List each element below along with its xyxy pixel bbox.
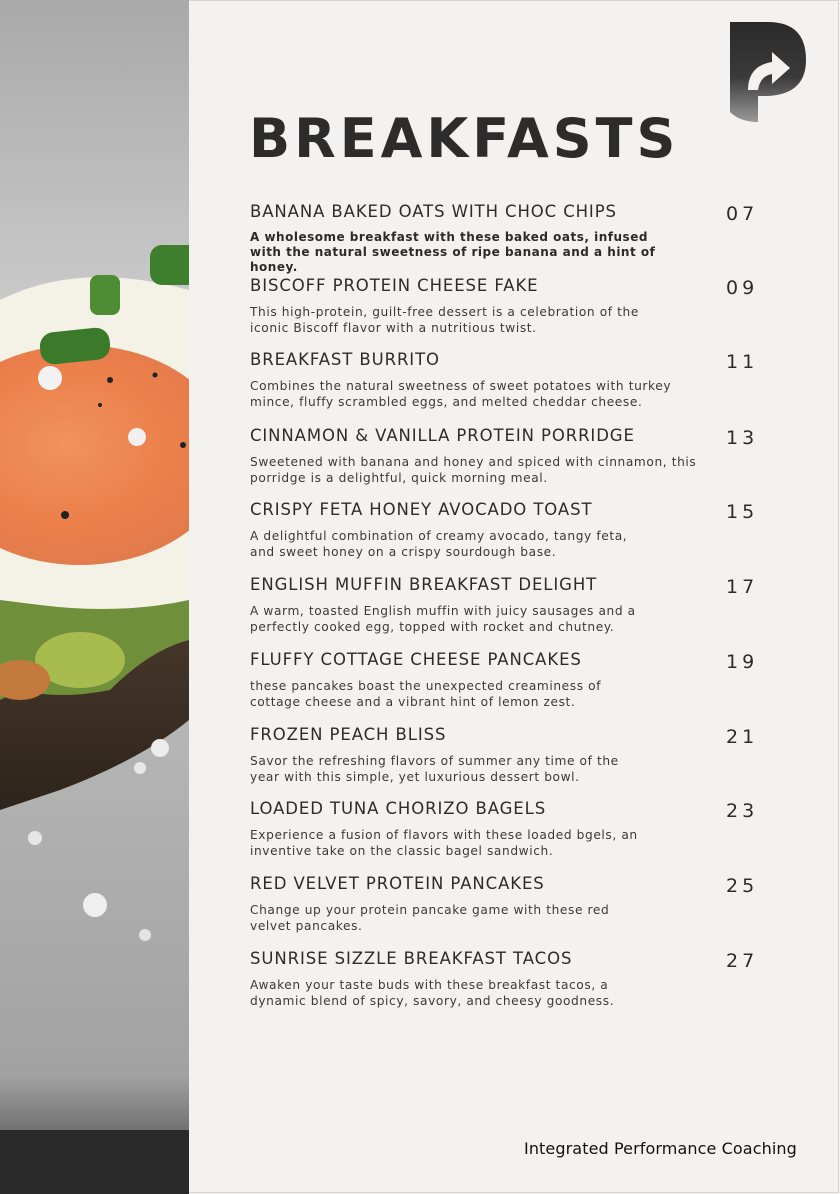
recipe-description: This high-protein, guilt-free dessert is a celebration of the iconic Biscoff flavor with a nutritious twist.	[250, 305, 639, 335]
recipe-entry[interactable]	[250, 575, 780, 634]
recipe-description: A wholesome breakfast with these baked oats, infused with the natural sweetness of ripe banana and a hint of honey.	[250, 230, 656, 274]
recipe-title: LOADED TUNA CHORIZO BAGELS	[250, 799, 547, 818]
recipe-description: Awaken your taste buds with these breakfast tacos, a dynamic blend of spicy, savory, and cheesy goodness.	[250, 978, 615, 1008]
egg-avocado-toast-image	[0, 0, 189, 1194]
recipe-entry[interactable]	[250, 949, 780, 1008]
recipe-title: CINNAMON & VANILLA PROTEIN PORRIDGE	[250, 426, 635, 445]
recipe-description: Change up your protein pancake game with these red velvet pancakes.	[250, 903, 610, 933]
recipe-page-number[interactable]: 13	[726, 427, 759, 449]
recipe-title: FLUFFY COTTAGE CHEESE PANCAKES	[250, 650, 582, 669]
recipe-page-number[interactable]: 07	[726, 203, 759, 225]
p-arrow-logo-icon	[728, 22, 806, 122]
recipe-entry[interactable]	[250, 276, 780, 335]
recipe-entry[interactable]	[250, 426, 780, 485]
recipe-description: these pancakes boast the unexpected creaminess of cottage cheese and a vibrant hint of lemon zest.	[250, 679, 602, 709]
recipe-page-number[interactable]: 09	[726, 277, 759, 299]
recipe-title: BREAKFAST BURRITO	[250, 350, 440, 369]
recipe-entry[interactable]	[250, 500, 780, 559]
recipe-description: Sweetened with banana and honey and spiced with cinnamon, this porridge is a delightful, quick morning meal.	[250, 455, 697, 485]
recipe-entry[interactable]	[250, 725, 780, 784]
recipe-entry[interactable]	[250, 350, 780, 409]
recipe-page-number[interactable]: 19	[726, 651, 759, 673]
recipe-entry[interactable]	[250, 650, 780, 709]
recipe-page-number[interactable]: 15	[726, 501, 759, 523]
recipe-entry[interactable]	[250, 799, 780, 858]
recipe-description: A delightful combination of creamy avocado, tangy feta, and sweet honey on a crispy sourdough base.	[250, 529, 628, 559]
recipe-title: BANANA BAKED OATS WITH CHOC CHIPS	[250, 202, 617, 221]
recipe-page-number[interactable]: 23	[726, 800, 759, 822]
recipe-description: Experience a fusion of flavors with these loaded bgels, an inventive take on the classic bagel sandwich.	[250, 828, 638, 858]
recipe-entry[interactable]	[250, 874, 780, 933]
recipe-title: SUNRISE SIZZLE BREAKFAST TACOS	[250, 949, 573, 968]
recipe-title: FROZEN PEACH BLISS	[250, 725, 447, 744]
recipe-title: BISCOFF PROTEIN CHEESE FAKE	[250, 276, 539, 295]
recipe-description: A warm, toasted English muffin with juicy sausages and a perfectly cooked egg, topped with rocket and chutney.	[250, 604, 636, 634]
recipe-description: Savor the refreshing flavors of summer any time of the year with this simple, yet luxurious dessert bowl.	[250, 754, 619, 784]
recipe-title: CRISPY FETA HONEY AVOCADO TOAST	[250, 500, 593, 519]
hero-food-photo	[0, 0, 189, 1194]
recipe-description: Combines the natural sweetness of sweet potatoes with turkey mince, fluffy scrambled eggs, and melted cheddar cheese.	[250, 379, 672, 409]
recipe-page-number[interactable]: 27	[726, 950, 759, 972]
recipe-entry[interactable]	[250, 202, 780, 274]
recipe-title: RED VELVET PROTEIN PANCAKES	[250, 874, 545, 893]
recipe-page-number[interactable]: 17	[726, 576, 759, 598]
page-title: BREAKFASTS	[249, 107, 680, 170]
recipe-page-number[interactable]: 21	[726, 726, 759, 748]
recipe-page-number[interactable]: 25	[726, 875, 759, 897]
recipe-page-number[interactable]: 11	[726, 351, 759, 373]
recipe-title: ENGLISH MUFFIN BREAKFAST DELIGHT	[250, 575, 598, 594]
footer-brand: Integrated Performance Coaching	[524, 1139, 797, 1158]
